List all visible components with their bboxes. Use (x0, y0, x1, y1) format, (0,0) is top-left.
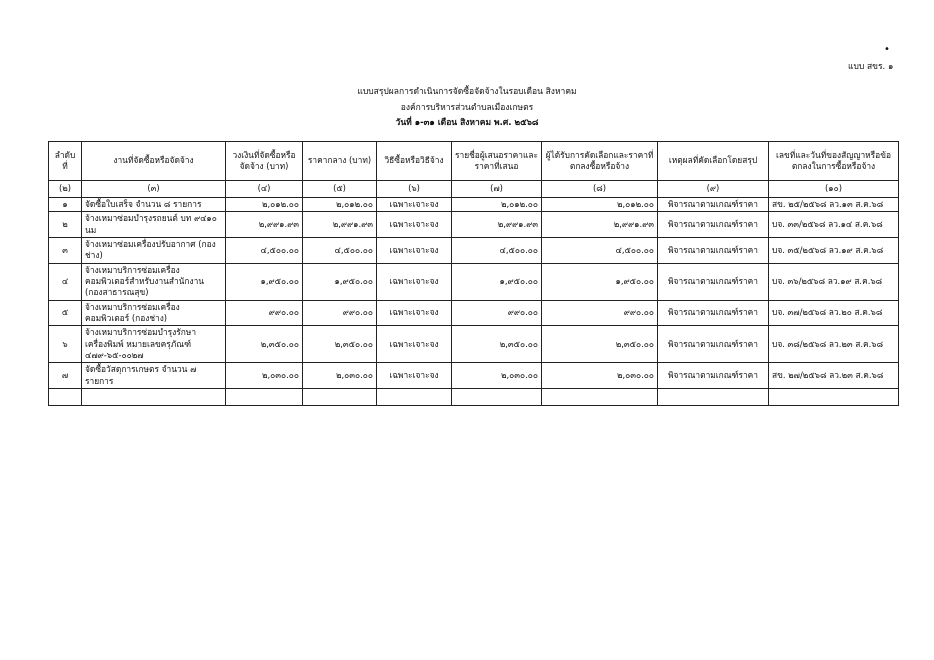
row-item: จ้างเหมาซ่อมเครื่องปรับอากาศ (กองช่าง) (82, 238, 226, 264)
col-number: (๒) (49, 181, 82, 198)
empty-cell (49, 389, 82, 406)
row-number: ๓ (49, 238, 82, 264)
col-header-item: งานที่จัดซื้อหรือจัดจ้าง (82, 142, 226, 181)
row-bidders: ๑,๙๕๐.๐๐ (452, 263, 542, 300)
row-bidders: ๒,๐๑๒.๐๐ (452, 198, 542, 212)
empty-cell (377, 389, 452, 406)
col-number: (๑๐) (769, 181, 899, 198)
row-method: เฉพาะเจาะจง (377, 238, 452, 264)
col-number: (๗) (452, 181, 542, 198)
col-header-budget: วงเงินที่จัดซื้อหรือจัดจ้าง (บาท) (226, 142, 303, 181)
row-number: ๗ (49, 363, 82, 389)
row-item: จ้างเหมาซ่อมบำรุงรถยนต์ บท ๙๔๑๐ นม (82, 212, 226, 238)
row-bidders: ๒,๐๓๐.๐๐ (452, 363, 542, 389)
row-winner: ๔,๕๐๐.๐๐ (542, 238, 658, 264)
row-method: เฉพาะเจาะจง (377, 300, 452, 326)
col-header-no: ลำดับที่ (49, 142, 82, 181)
row-budget: ๒,๐๑๒.๐๐ (226, 198, 303, 212)
row-budget: ๒,๐๓๐.๐๐ (226, 363, 303, 389)
row-contract: บจ. ๓๗/๒๕๖๘ ลว.๒๐ ส.ค.๖๘ (769, 300, 899, 326)
empty-cell (542, 389, 658, 406)
row-winner: ๒,๐๓๐.๐๐ (542, 363, 658, 389)
row-reason: พิจารณาตามเกณฑ์ราคา (658, 263, 769, 300)
row-bidders: ๔,๕๐๐.๐๐ (452, 238, 542, 264)
col-header-reason: เหตุผลที่คัดเลือกโดยสรุป (658, 142, 769, 181)
row-item: จ้างเหมาบริการซ่อมเครื่องคอมพิวเตอร์สำหรับงานสำนักงาน (กองสาธารณสุข) (82, 263, 226, 300)
empty-cell (658, 389, 769, 406)
col-number: (๕) (303, 181, 377, 198)
row-contract: สข. ๒๗/๒๕๖๘ ลว.๒๓ ส.ค.๖๘ (769, 363, 899, 389)
row-reason: พิจารณาตามเกณฑ์ราคา (658, 363, 769, 389)
row-contract: บจ. ๓๓/๒๕๖๘ ลว.๑๔ ส.ค.๖๘ (769, 212, 899, 238)
table-row (49, 300, 899, 326)
row-ref-price: ๒,๓๕๐.๐๐ (303, 326, 377, 363)
empty-cell (769, 389, 899, 406)
form-code: แบบ สขร. ๑ (848, 62, 894, 72)
col-number: (๖) (377, 181, 452, 198)
table-row (49, 363, 899, 389)
row-ref-price: ๑,๙๕๐.๐๐ (303, 263, 377, 300)
col-number: (๙) (658, 181, 769, 198)
row-method: เฉพาะเจาะจง (377, 363, 452, 389)
row-budget: ๑,๙๕๐.๐๐ (226, 263, 303, 300)
row-method: เฉพาะเจาะจง (377, 198, 452, 212)
report-title: แบบสรุปผลการดำเนินการจัดซื้อจัดจ้างในรอบเดือน สิงหาคม (357, 87, 577, 97)
col-number: (๓) (82, 181, 226, 198)
empty-cell (303, 389, 377, 406)
row-ref-price: ๒,๙๙๑.๙๓ (303, 212, 377, 238)
row-method: เฉพาะเจาะจง (377, 263, 452, 300)
empty-row (49, 389, 899, 406)
row-contract: บจ. ๓๕/๒๕๖๘ ลว.๑๙ ส.ค.๖๘ (769, 238, 899, 264)
empty-cell (452, 389, 542, 406)
row-item: จ้างเหมาบริการซ่อมบำรุงรักษาเครื่องพิมพ์ หมายเลขครุภัณฑ์ ๔๗๙-๖๕-๐๐๒๗ (82, 326, 226, 363)
col-header-bidders: รายชื่อผู้เสนอราคาและราคาที่เสนอ (452, 142, 542, 181)
column-number-row (49, 181, 899, 198)
corner-mark: • (884, 44, 890, 55)
row-method: เฉพาะเจาะจง (377, 326, 452, 363)
row-bidders: ๙๙๐.๐๐ (452, 300, 542, 326)
empty-cell (226, 389, 303, 406)
col-header-winner: ผู้ได้รับการคัดเลือกและราคาที่ตกลงซื้อหรือจ้าง (542, 142, 658, 181)
row-item: จัดซื้อใบเสร็จ จำนวน ๘ รายการ (82, 198, 226, 212)
organization-name: องค์การบริหารส่วนตำบลเมืองเกษตร (400, 103, 534, 113)
row-budget: ๔,๕๐๐.๐๐ (226, 238, 303, 264)
row-ref-price: ๒,๐๓๐.๐๐ (303, 363, 377, 389)
row-number: ๑ (49, 198, 82, 212)
row-contract: บจ. ๓๖/๒๕๖๘ ลว.๑๙ ส.ค.๖๘ (769, 263, 899, 300)
row-item: จ้างเหมาบริการซ่อมเครื่องคอมพิวเตอร์ (กองช่าง) (82, 300, 226, 326)
col-number: (๔) (226, 181, 303, 198)
row-number: ๒ (49, 212, 82, 238)
row-number: ๖ (49, 326, 82, 363)
row-winner: ๒,๐๑๒.๐๐ (542, 198, 658, 212)
row-reason: พิจารณาตามเกณฑ์ราคา (658, 212, 769, 238)
table-row (49, 212, 899, 238)
procurement-table (48, 141, 899, 406)
row-ref-price: ๒,๐๑๒.๐๐ (303, 198, 377, 212)
table-row (49, 326, 899, 363)
row-contract: บจ. ๓๘/๒๕๖๘ ลว.๒๓ ส.ค.๖๘ (769, 326, 899, 363)
row-budget: ๒,๙๙๑.๙๓ (226, 212, 303, 238)
row-number: ๕ (49, 300, 82, 326)
row-winner: ๙๙๐.๐๐ (542, 300, 658, 326)
row-winner: ๒,๓๕๐.๐๐ (542, 326, 658, 363)
row-reason: พิจารณาตามเกณฑ์ราคา (658, 326, 769, 363)
table-row (49, 263, 899, 300)
row-ref-price: ๔,๕๐๐.๐๐ (303, 238, 377, 264)
row-budget: ๒,๓๕๐.๐๐ (226, 326, 303, 363)
row-contract: สข. ๒๕/๒๕๖๘ ลว.๑๓ ส.ค.๖๘ (769, 198, 899, 212)
row-winner: ๑,๙๕๐.๐๐ (542, 263, 658, 300)
table-header-row (49, 142, 899, 181)
row-bidders: ๒,๙๙๑.๙๓ (452, 212, 542, 238)
col-header-contract: เลขที่และวันที่ของสัญญาหรือข้อตกลงในการซื้อหรือจ้าง (769, 142, 899, 181)
empty-cell (82, 389, 226, 406)
row-bidders: ๒,๓๕๐.๐๐ (452, 326, 542, 363)
report-period: วันที่ ๑-๓๑ เดือน สิงหาคม พ.ศ. ๒๕๖๘ (395, 118, 539, 128)
row-reason: พิจารณาตามเกณฑ์ราคา (658, 198, 769, 212)
col-header-method: วิธีซื้อหรือวิธีจ้าง (377, 142, 452, 181)
table-row (49, 198, 899, 212)
row-winner: ๒,๙๙๑.๙๓ (542, 212, 658, 238)
row-number: ๔ (49, 263, 82, 300)
row-ref-price: ๙๙๐.๐๐ (303, 300, 377, 326)
col-number: (๘) (542, 181, 658, 198)
row-budget: ๙๙๐.๐๐ (226, 300, 303, 326)
row-reason: พิจารณาตามเกณฑ์ราคา (658, 300, 769, 326)
row-method: เฉพาะเจาะจง (377, 212, 452, 238)
row-reason: พิจารณาตามเกณฑ์ราคา (658, 238, 769, 264)
table-row (49, 238, 899, 264)
col-header-ref-price: ราคากลาง (บาท) (303, 142, 377, 181)
row-item: จัดซื้อวัสดุการเกษตร จำนวน ๗ รายการ (82, 363, 226, 389)
